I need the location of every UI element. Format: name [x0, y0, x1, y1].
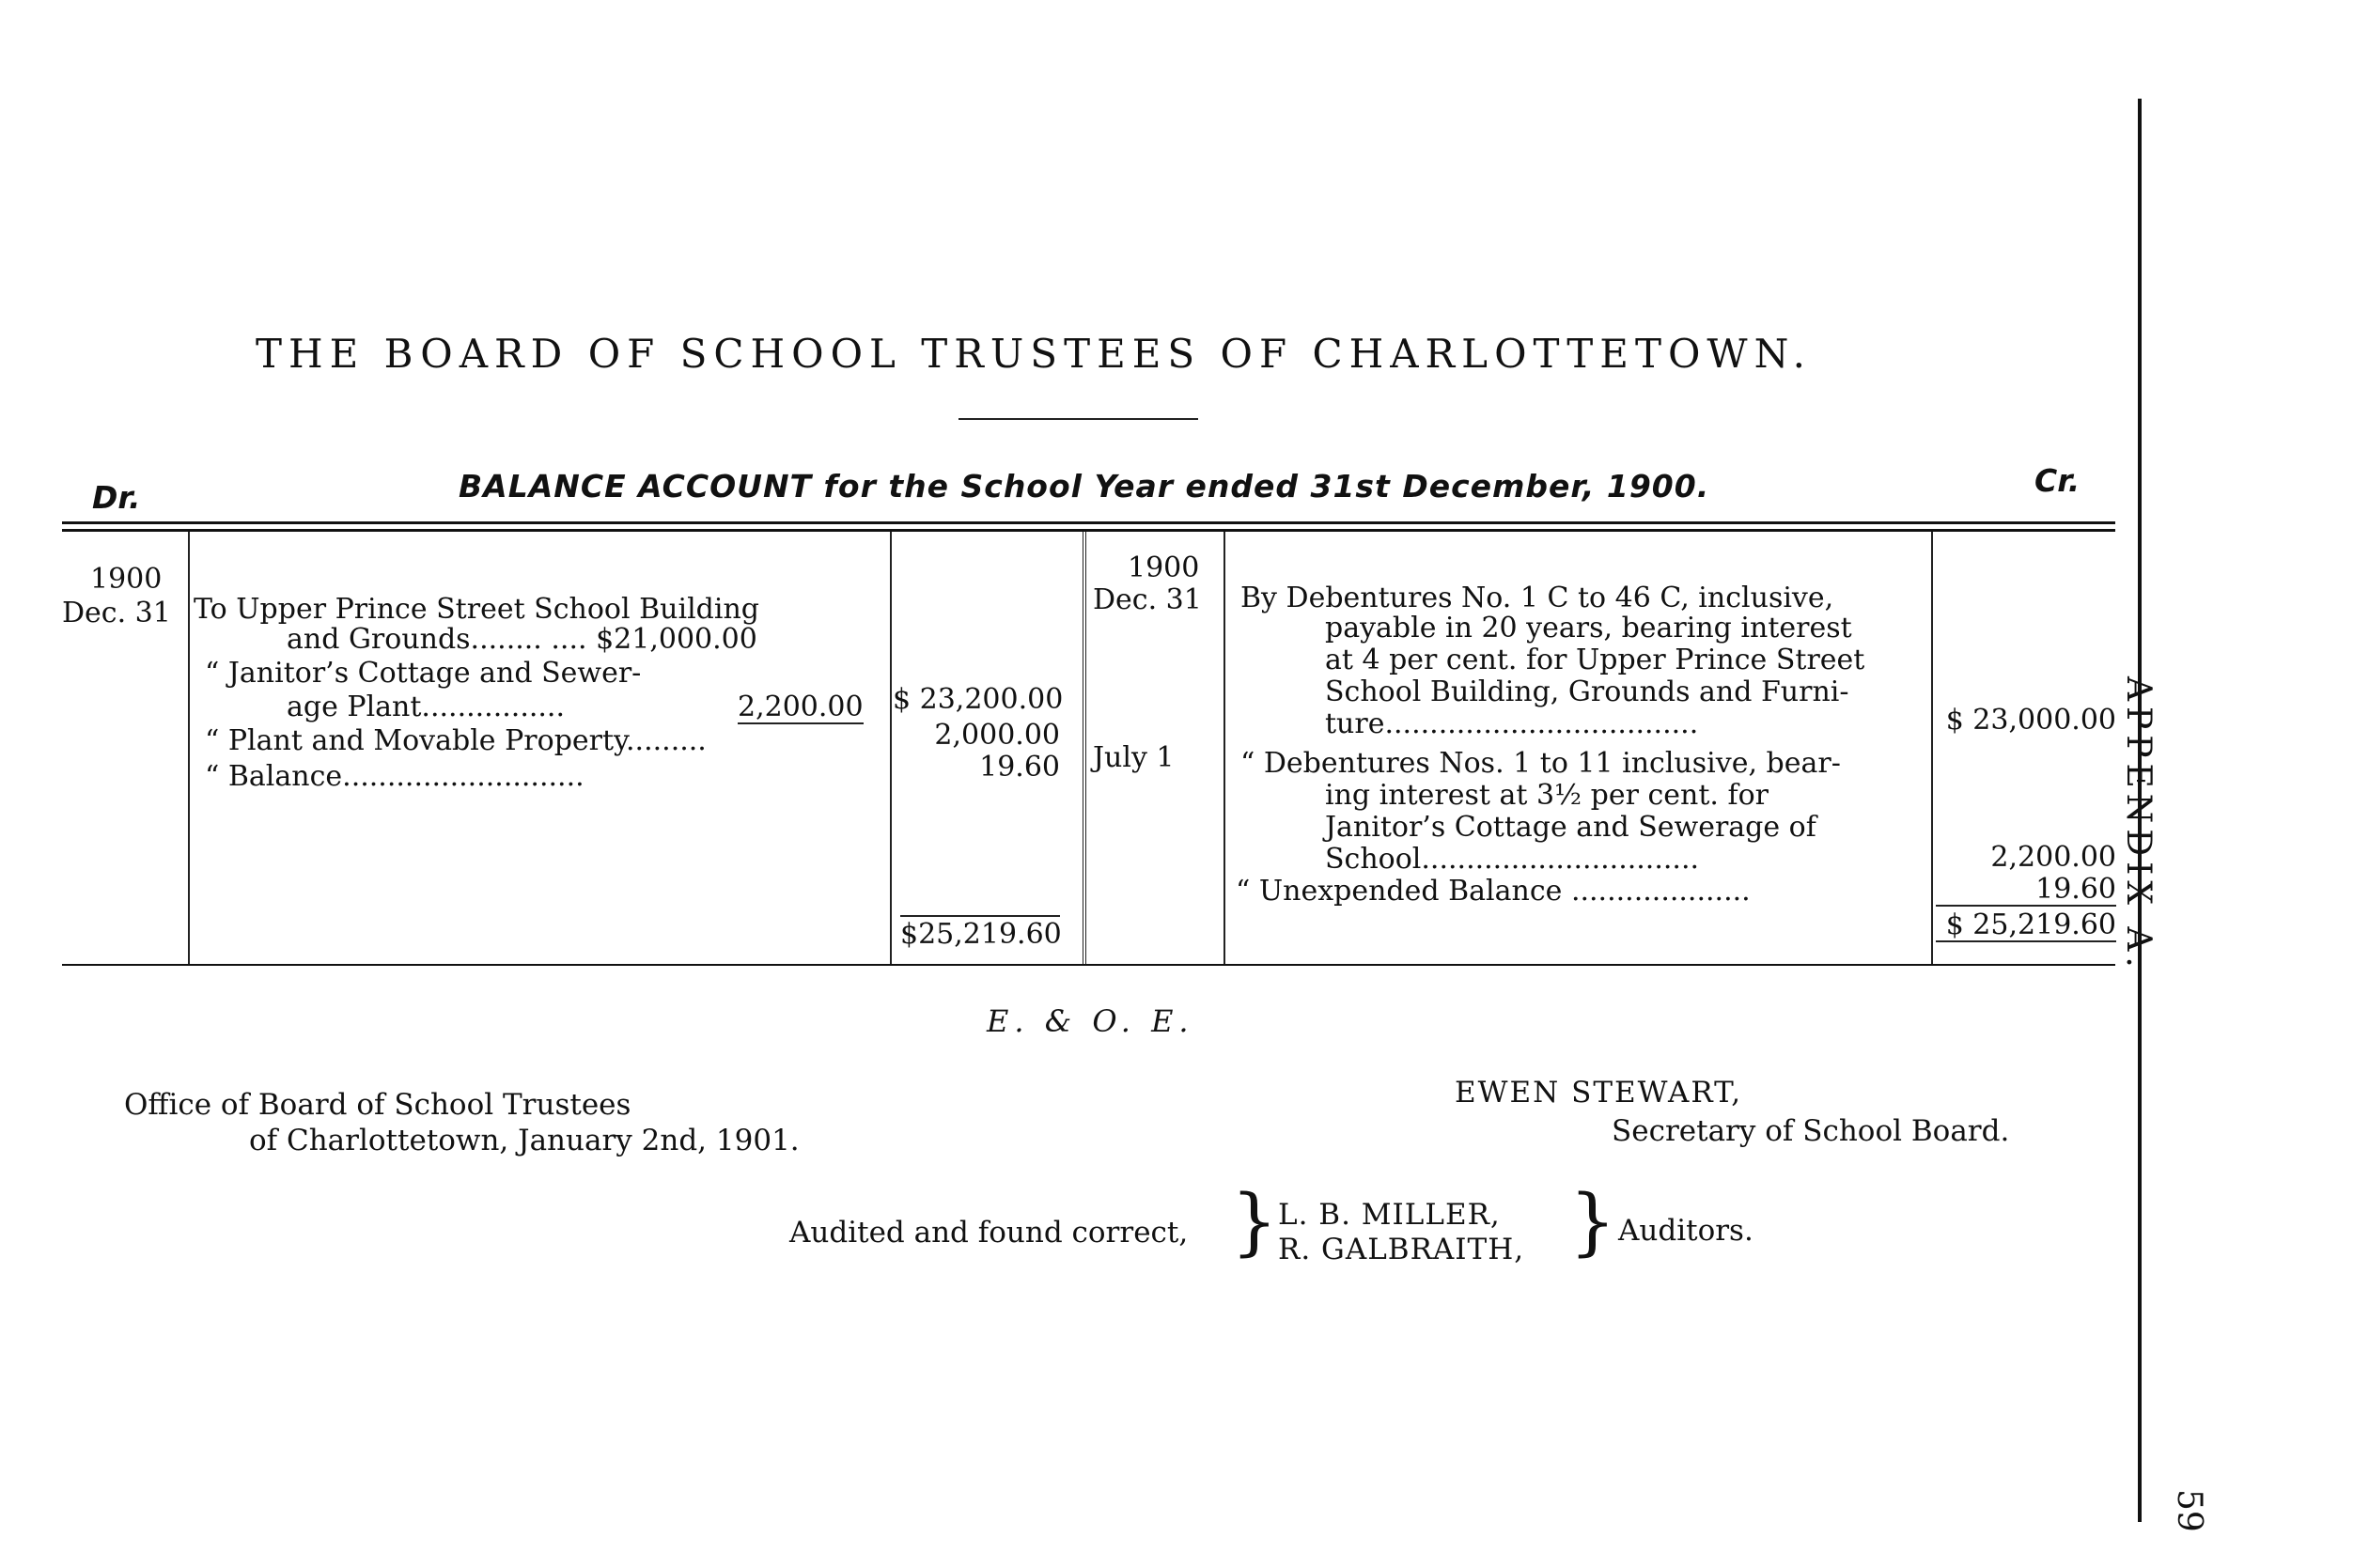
credit-amount-column-line	[1931, 532, 1933, 964]
credit-line-2: payable in 20 years, bearing interest	[1325, 612, 1852, 644]
debit-amount-column-line	[890, 532, 892, 964]
debit-amount-3: 19.60	[979, 751, 1060, 784]
credit-line-7: ing interest at 3½ per cent. for	[1325, 779, 1769, 812]
errors-omissions-excepted: E. & O. E.	[987, 1003, 1194, 1039]
debit-amount-1: $ 23,200.00	[893, 683, 1064, 716]
debit-date-column-line	[188, 532, 190, 964]
credit-date-1: Dec. 31	[1093, 583, 1202, 616]
credit-amount-1: $ 23,000.00	[1945, 704, 2116, 737]
credit-line-3: at 4 per cent. for Upper Prince Street	[1325, 644, 1865, 676]
credit-line-10: “ Unexpended Balance ....................	[1236, 875, 1751, 908]
credit-line-8: Janitor’s Cottage and Sewerage of	[1325, 811, 1816, 844]
page-number: 59	[2170, 1489, 2208, 1532]
credit-line-9: School...............................	[1325, 843, 1700, 876]
debit-amount-2: 2,000.00	[934, 719, 1060, 752]
credit-line-4: School Building, Grounds and Furni-	[1325, 675, 1849, 708]
credit-line-5: ture...................................	[1325, 707, 1699, 740]
debit-line-6: “ Balance...........................	[205, 760, 584, 793]
credit-amount-3: 19.60	[1936, 874, 2116, 907]
auditor-1: L. B. MILLER,	[1278, 1198, 1501, 1232]
page-title: THE BOARD OF SCHOOL TRUSTEES OF CHARLOTTETOWN.	[256, 331, 1812, 377]
debit-line-2: and Grounds........ .... $21,000.00	[287, 623, 757, 656]
credit-date-2: July 1	[1093, 741, 1175, 774]
table-top-rule-2	[62, 529, 2115, 532]
center-divider	[1083, 532, 1086, 964]
left-brace: }	[1231, 1180, 1278, 1265]
debit-line-3: “ Janitor’s Cottage and Sewer-	[205, 657, 642, 690]
secretary-name: EWEN STEWART,	[1455, 1076, 1743, 1110]
credit-line-1: By Debentures No. 1 C to 46 C, inclusive,	[1240, 582, 1834, 614]
audit-statement: Audited and found correct,	[789, 1216, 1189, 1250]
right-brace: }	[1569, 1180, 1616, 1265]
debit-line-4: age Plant................	[287, 691, 566, 723]
table-bottom-rule	[62, 964, 2115, 966]
debit-year: 1900	[90, 563, 163, 596]
credit-amount-2: 2,200.00	[1990, 841, 2116, 874]
office-line-2: of Charlottetown, January 2nd, 1901.	[249, 1124, 800, 1157]
secretary-title: Secretary of School Board.	[1612, 1114, 2010, 1148]
title-divider	[959, 418, 1198, 420]
auditors-label: Auditors.	[1618, 1214, 1753, 1248]
credit-date-column-line	[1223, 532, 1225, 964]
credit-line-6: “ Debentures Nos. 1 to 11 inclusive, bear-	[1240, 747, 1841, 780]
account-title: BALANCE ACCOUNT for the School Year ended 31st December, 1900.	[459, 468, 1710, 505]
credit-year: 1900	[1128, 551, 1200, 584]
debit-total: $25,219.60	[900, 915, 1060, 950]
credit-label: Cr.	[2034, 462, 2081, 499]
debit-line-5: “ Plant and Movable Property.........	[205, 724, 707, 757]
debit-date: Dec. 31	[62, 597, 171, 629]
auditor-2: R. GALBRAITH,	[1278, 1233, 1525, 1266]
office-line-1: Office of Board of School Trustees	[124, 1088, 631, 1122]
table-top-rule	[62, 521, 2115, 524]
debit-line-4-amount: 2,200.00	[738, 691, 864, 723]
debit-line-1: To Upper Prince Street School Building	[194, 593, 759, 626]
credit-total: $ 25,219.60	[1936, 909, 2116, 942]
debit-label: Dr.	[92, 479, 141, 516]
